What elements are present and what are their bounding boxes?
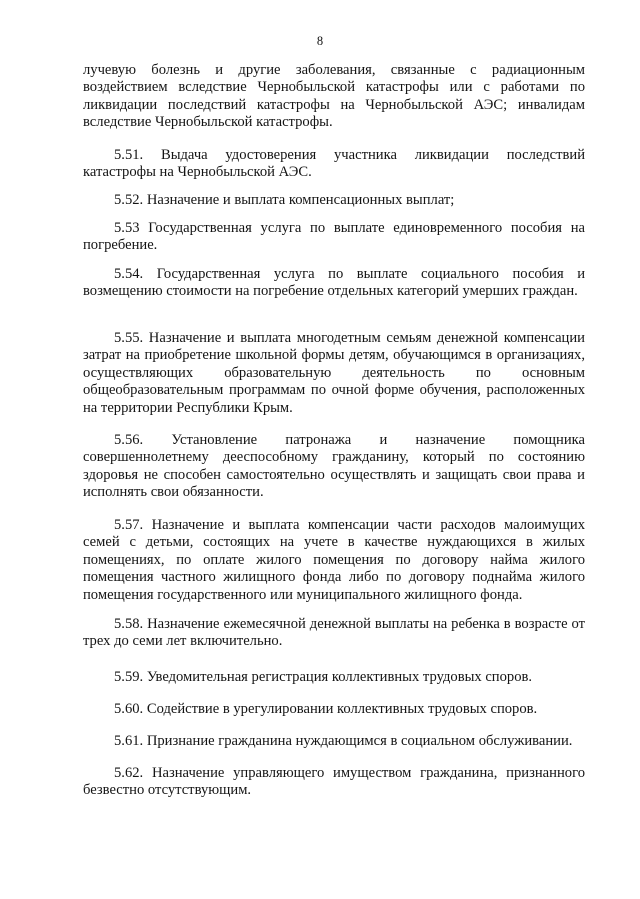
- paragraph-5-53: 5.53 Государственная услуга по выплате единовременного пособия на погребение.: [83, 220, 585, 254]
- paragraph-5-52: 5.52. Назначение и выплата компенсационных выплат;: [114, 192, 455, 208]
- paragraph-continuation: лучевую болезнь и другие заболевания, связанные с радиационным воздействием вследствие Чернобыльской катастрофы или с работами по ликвидации последствий катастрофы на Чернобыльской АЭС; инвалидам вследствие Чернобыльской катастрофы.: [83, 62, 585, 131]
- paragraph-5-51: 5.51. Выдача удостоверения участника ликвидации последствий катастрофы на Чернобыльской АЭС.: [83, 147, 585, 181]
- paragraph-5-58: 5.58. Назначение ежемесячной денежной выплаты на ребенка в возрасте от трех до семи лет включительно.: [83, 616, 585, 650]
- paragraph-5-56: 5.56. Установление патронажа и назначение помощника совершеннолетнему дееспособному гражданину, который по состоянию здоровья не способен самостоятельно осуществлять и защищать свои права и исполнять свои обязанности.: [83, 432, 585, 501]
- page-number: 8: [316, 34, 324, 48]
- paragraph-5-61: 5.61. Признание гражданина нуждающимся в социальном обслуживании.: [114, 733, 573, 749]
- paragraph-5-62: 5.62. Назначение управляющего имуществом гражданина, признанного безвестно отсутствующим.: [83, 765, 585, 799]
- paragraph-5-57: 5.57. Назначение и выплата компенсации части расходов малоимущих семей с детьми, состоящих на учете в качестве нуждающихся в жилых помещениях, по оплате жилого помещения по договору найма жилого помещения частного жилищного фонда либо по договору поднайма жилого помещения государственного или муниципального жилищного фонда.: [83, 517, 585, 603]
- paragraph-5-59: 5.59. Уведомительная регистрация коллективных трудовых споров.: [114, 669, 533, 685]
- paragraph-5-60: 5.60. Содействие в урегулировании коллективных трудовых споров.: [114, 701, 538, 717]
- paragraph-5-54: 5.54. Государственная услуга по выплате социального пособия и возмещению стоимости на погребение отдельных категорий умерших граждан.: [83, 266, 585, 300]
- paragraph-5-55: 5.55. Назначение и выплата многодетным семьям денежной компенсации затрат на приобретение школьной формы детям, обучающимся в организациях, осуществляющих образовательную деятельность по основным общеобразовательным программам по очной форме обучения, расположенных на территории Республики Крым.: [83, 330, 585, 416]
